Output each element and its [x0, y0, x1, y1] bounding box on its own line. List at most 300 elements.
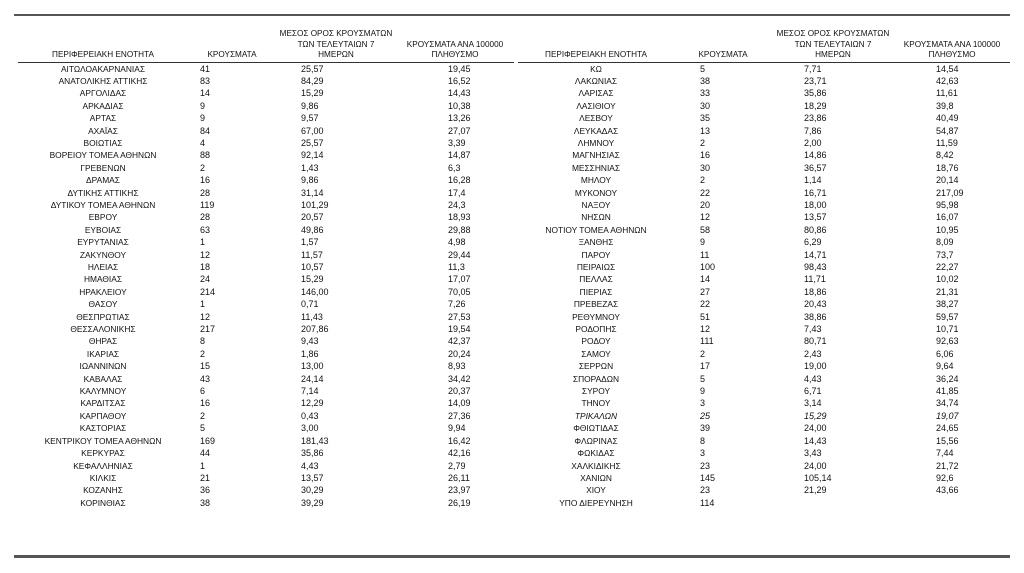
rate-cell: 19,07 [936, 410, 959, 421]
table-row [518, 472, 1010, 484]
region-cell: ΞΑΝΘΗΣ [578, 237, 614, 248]
cases-cell: 114 [700, 497, 715, 508]
region-cell: ΛΗΜΝΟΥ [577, 137, 615, 148]
region-cell: ΚΑΛΥΜΝΟΥ [79, 386, 127, 397]
avg7-cell: 19,00 [804, 361, 827, 372]
rate-cell: 14,54 [936, 63, 959, 74]
avg7-cell: 15,29 [301, 88, 324, 99]
region-cell: ΔΥΤΙΚΗΣ ΑΤΤΙΚΗΣ [67, 187, 139, 198]
rate-cell: 20,37 [448, 386, 471, 397]
table-row [518, 112, 1010, 124]
avg7-cell: 15,29 [804, 410, 827, 421]
cases-cell: 83 [200, 75, 211, 86]
table-row [18, 174, 514, 186]
region-cell: ΛΑΚΩΝΙΑΣ [574, 75, 618, 86]
table-row [18, 298, 514, 310]
rate-cell: 19,45 [448, 63, 471, 74]
cases-cell: 145 [700, 472, 716, 483]
table-row [18, 236, 514, 248]
rate-cell: 9,94 [448, 423, 466, 434]
table-row [518, 224, 1010, 236]
rate-cell: 6,3 [448, 162, 461, 173]
avg7-cell: 2,00 [804, 137, 822, 148]
avg7-cell: 7,86 [804, 125, 822, 136]
table-row [518, 410, 1010, 422]
rate-cell: 34,42 [448, 373, 471, 384]
table-row [518, 447, 1010, 459]
rate-cell: 9,64 [936, 361, 954, 372]
avg7-cell: 14,43 [804, 435, 827, 446]
region-cell: ΖΑΚΥΝΘΟΥ [79, 249, 127, 260]
rate-cell: 8,09 [936, 237, 954, 248]
table-row [518, 211, 1010, 223]
avg7-cell: 2,43 [804, 348, 822, 359]
cases-cell: 1 [200, 460, 206, 471]
rate-cell: 10,95 [936, 224, 959, 235]
rate-cell: 14,43 [448, 88, 471, 99]
rate-cell: 16,52 [448, 75, 471, 86]
rate-cell: 92,63 [936, 336, 959, 347]
cases-cell: 5 [200, 423, 206, 434]
region-cell: ΠΙΕΡΙΑΣ [579, 286, 613, 297]
avg7-cell: 13,00 [301, 361, 324, 372]
rate-cell: 27,53 [448, 311, 471, 322]
table-row [18, 75, 514, 87]
table-row [518, 460, 1010, 472]
table-row [18, 273, 514, 285]
cases-cell: 51 [700, 311, 711, 322]
table-row [518, 174, 1010, 186]
cases-cell: 28 [200, 187, 211, 198]
region-cell: ΑΡΤΑΣ [89, 113, 117, 124]
header-cases: ΚΡΟΥΣΜΑΤΑ [698, 50, 748, 59]
region-cell: ΕΒΡΟΥ [88, 212, 118, 223]
cases-cell: 111 [700, 336, 714, 347]
region-cell: ΗΛΕΙΑΣ [87, 262, 119, 272]
table-row [518, 75, 1010, 87]
cases-cell: 30 [700, 162, 711, 173]
cases-cell: 2 [700, 137, 706, 148]
region-cell: ΚΑΣΤΟΡΙΑΣ [79, 423, 127, 434]
rate-cell: 59,57 [936, 311, 959, 322]
region-cell: ΤΗΝΟΥ [581, 398, 611, 409]
cases-cell: 30 [700, 100, 711, 111]
rate-cell: 29,44 [448, 249, 471, 260]
rate-cell: 20,14 [936, 175, 959, 186]
table-row [18, 497, 514, 509]
table-body-left [18, 62, 514, 509]
region-cell: ΚΟΖΑΝΗΣ [83, 485, 123, 496]
rate-cell: 10,38 [448, 100, 471, 111]
table-row [518, 100, 1010, 112]
rate-cell: 22,27 [936, 262, 959, 272]
cases-cell: 24 [200, 274, 211, 285]
region-cell: ΡΟΔΟΠΗΣ [575, 324, 617, 335]
table-row [18, 112, 514, 124]
region-cell: ΤΡΙΚΑΛΩΝ [574, 410, 618, 421]
rate-cell: 8,93 [448, 361, 466, 372]
avg7-cell: 24,00 [804, 460, 827, 471]
table-row [18, 199, 514, 211]
cases-cell: 14 [200, 88, 211, 99]
table-row [518, 323, 1010, 335]
region-cell: ΦΩΚΙΔΑΣ [577, 448, 615, 459]
avg7-cell: 18,86 [804, 286, 827, 297]
region-cell: ΑΡΚΑΔΙΑΣ [82, 100, 124, 111]
rate-cell [894, 497, 1010, 509]
cases-cell: 63 [200, 224, 211, 235]
avg7-cell: 30,29 [301, 485, 324, 496]
rate-cell: 14,87 [448, 150, 471, 161]
avg7-cell: 20,57 [301, 212, 324, 223]
rate-cell: 21,72 [936, 460, 959, 471]
region-cell: ΒΟΡΕΙΟΥ ΤΟΜΕΑ ΑΘΗΝΩΝ [49, 150, 157, 161]
rate-cell: 38,27 [936, 299, 959, 310]
avg7-cell: 84,29 [301, 75, 324, 86]
table-row [518, 348, 1010, 360]
rate-cell: 18,76 [936, 162, 959, 173]
cases-cell: 16 [200, 398, 211, 409]
cases-cell: 38 [700, 75, 711, 86]
region-cell: ΜΗΛΟΥ [580, 175, 612, 186]
cases-cell: 9 [700, 237, 706, 248]
avg7-cell: 25,57 [301, 63, 324, 74]
table-body-right [518, 62, 1010, 509]
region-cell: ΚΟΡΙΝΘΙΑΣ [80, 497, 126, 508]
region-cell: ΧΙΟΥ [586, 485, 606, 496]
table-row [518, 261, 1010, 273]
avg7-cell: 39,29 [301, 497, 324, 508]
rate-cell: 54,87 [936, 125, 959, 136]
cases-cell: 12 [700, 324, 711, 335]
region-cell: ΘΗΡΑΣ [88, 336, 118, 347]
avg7-cell: 35,86 [804, 88, 827, 99]
region-cell: ΛΕΣΒΟΥ [579, 113, 613, 124]
cases-cell: 38 [200, 497, 211, 508]
avg7-cell: 181,43 [301, 435, 329, 446]
rate-cell: 23,97 [448, 485, 471, 496]
avg7-cell: 0,71 [301, 299, 319, 310]
table-row [18, 472, 514, 484]
rate-cell: 24,3 [448, 199, 466, 210]
rate-cell: 27,36 [448, 410, 471, 421]
region-cell: ΝΟΤΙΟΥ ΤΟΜΕΑ ΑΘΗΝΩΝ [545, 224, 647, 235]
region-cell: ΠΕΛΛΑΣ [579, 274, 613, 285]
rate-cell: 20,24 [448, 348, 471, 359]
rate-cell: 36,24 [936, 373, 959, 384]
cases-cell: 16 [200, 175, 211, 186]
table-row [18, 125, 514, 137]
avg7-cell: 16,71 [804, 187, 827, 198]
rate-cell: 73,7 [936, 249, 954, 260]
rate-cell: 70,05 [448, 286, 471, 297]
rate-cell: 42,16 [448, 448, 471, 459]
table-row [18, 348, 514, 360]
avg7-cell: 3,43 [804, 448, 822, 459]
table-row [518, 236, 1010, 248]
cases-cell: 8 [200, 336, 206, 347]
rate-cell: 11,59 [936, 137, 958, 148]
table-row [18, 162, 514, 174]
cases-cell: 9 [200, 113, 206, 124]
avg7-cell: 21,29 [804, 485, 827, 496]
avg7-cell: 24,00 [804, 423, 827, 434]
avg7-cell: 1,86 [301, 348, 319, 359]
table-row [518, 199, 1010, 211]
table-row [518, 484, 1010, 496]
table-row [18, 385, 514, 397]
cases-cell: 44 [200, 448, 211, 459]
cases-cell: 18 [200, 262, 211, 272]
header-region: ΠΕΡΙΦΕΡΕΙΑΚΗ ΕΝΟΤΗΤΑ [52, 50, 154, 59]
avg7-cell: 4,43 [804, 373, 822, 384]
region-cell: ΡΟΔΟΥ [581, 336, 611, 347]
rate-cell: 21,31 [936, 286, 959, 297]
table-row [18, 187, 514, 199]
cases-cell: 1 [200, 237, 206, 248]
cases-cell: 3 [700, 448, 706, 459]
rate-cell: 14,09 [448, 398, 471, 409]
avg7-cell: 23,86 [804, 113, 827, 124]
region-cell: ΝΑΞΟΥ [581, 199, 611, 210]
table-row [518, 335, 1010, 347]
table-row [518, 497, 1010, 509]
table-row [18, 335, 514, 347]
avg7-cell: 9,86 [301, 175, 319, 186]
avg7-cell: 80,86 [804, 224, 827, 235]
region-cell: ΗΡΑΚΛΕΙΟΥ [79, 286, 127, 297]
table-row [18, 100, 514, 112]
region-cell: ΝΗΣΩΝ [581, 212, 611, 223]
avg7-cell: 12,29 [301, 398, 324, 409]
avg7-cell: 13,57 [804, 212, 827, 223]
table-row [518, 62, 1010, 75]
table-row [518, 187, 1010, 199]
rate-cell: 43,66 [936, 485, 959, 496]
rate-cell: 26,11 [448, 472, 470, 483]
region-cell: ΣΥΡΟΥ [581, 386, 611, 397]
rate-cell: 217,09 [936, 187, 964, 198]
cases-cell: 36 [200, 485, 211, 496]
table-row [518, 385, 1010, 397]
region-cell: ΓΡΕΒΕΝΩΝ [80, 162, 126, 173]
region-cell: ΙΚΑΡΙΑΣ [86, 348, 120, 359]
avg7-cell: 7,14 [301, 386, 319, 397]
bottom-rule [14, 555, 1010, 558]
cases-cell: 3 [700, 398, 706, 409]
rate-cell: 16,07 [936, 212, 959, 223]
avg7-cell: 6,29 [804, 237, 822, 248]
avg7-cell: 9,57 [301, 113, 319, 124]
rate-cell: 11,3 [448, 262, 465, 272]
cases-cell: 39 [700, 423, 711, 434]
cases-cell: 15 [200, 361, 211, 372]
region-cell: ΑΝΑΤΟΛΙΚΗΣ ΑΤΤΙΚΗΣ [58, 75, 148, 86]
avg7-cell: 11,43 [301, 311, 323, 322]
cases-cell: 5 [700, 63, 706, 74]
cases-cell: 2 [200, 162, 206, 173]
rate-cell: 8,42 [936, 150, 954, 161]
avg7-cell: 11,71 [804, 274, 826, 285]
table-row [18, 422, 514, 434]
rate-cell: 13,26 [448, 113, 471, 124]
region-cell: ΣΠΟΡΑΔΩΝ [572, 373, 620, 384]
cases-cell: 2 [200, 410, 206, 421]
avg7-cell: 23,71 [804, 75, 827, 86]
table-row [518, 298, 1010, 310]
region-cell: ΠΕΙΡΑΙΩΣ [576, 262, 616, 272]
avg7-cell: 25,57 [301, 137, 324, 148]
header-region: ΠΕΡΙΦΕΡΕΙΑΚΗ ΕΝΟΤΗΤΑ [545, 50, 647, 59]
avg7-cell: 35,86 [301, 448, 324, 459]
avg7-cell: 7,43 [804, 324, 822, 335]
cases-cell: 33 [700, 88, 711, 99]
table-row [518, 137, 1010, 149]
cases-cell: 23 [700, 460, 711, 471]
region-cell: ΚΕΝΤΡΙΚΟΥ ΤΟΜΕΑ ΑΘΗΝΩΝ [44, 435, 162, 446]
table-row [518, 273, 1010, 285]
rate-cell: 42,63 [936, 75, 959, 86]
table-row [18, 397, 514, 409]
region-cell: ΚΑΒΑΛΑΣ [83, 373, 123, 384]
header-cases: ΚΡΟΥΣΜΑΤΑ [207, 50, 257, 59]
table-row [518, 125, 1010, 137]
avg7-cell: 67,00 [301, 125, 324, 136]
rate-cell: 7,26 [448, 299, 466, 310]
table-row [518, 286, 1010, 298]
region-cell: ΛΑΡΙΣΑΣ [578, 88, 614, 99]
table-row [18, 87, 514, 99]
table-row [518, 311, 1010, 323]
cases-cell: 23 [700, 485, 711, 496]
cases-cell: 22 [700, 187, 711, 198]
avg7-cell: 101,29 [301, 199, 329, 210]
header-row [18, 22, 514, 62]
cases-cell: 217 [200, 324, 216, 335]
cases-cell: 2 [200, 348, 206, 359]
avg7-cell: 15,29 [301, 274, 324, 285]
table-row [18, 286, 514, 298]
region-cell: ΚΕΡΚΥΡΑΣ [81, 448, 125, 459]
region-cell: ΜΥΚΟΝΟΥ [574, 187, 618, 198]
table-row [18, 373, 514, 385]
rate-cell: 42,37 [448, 336, 471, 347]
header-rate: ΚΡΟΥΣΜΑΤΑ ΑΝΑ 100000 ΠΛΗΘΥΣΜΟ [406, 39, 504, 59]
avg7-cell: 207,86 [301, 324, 329, 335]
cases-cell: 58 [700, 224, 711, 235]
region-cell: ΛΑΣΙΘΙΟΥ [576, 100, 616, 111]
cases-cell: 9 [700, 386, 706, 397]
cases-cell: 27 [700, 286, 711, 297]
region-cell: ΡΕΘΥΜΝΟΥ [572, 311, 620, 322]
table-row [518, 360, 1010, 372]
table-row [18, 261, 514, 273]
table-row [518, 149, 1010, 161]
avg7-cell: 105,14 [804, 472, 832, 483]
region-cell: ΘΕΣΠΡΩΤΙΑΣ [76, 311, 130, 322]
table-row [18, 360, 514, 372]
region-cell: ΣΕΡΡΩΝ [578, 361, 614, 372]
cases-cell: 41 [200, 63, 211, 74]
cases-cell: 17 [700, 361, 711, 372]
cases-cell: 214 [200, 286, 216, 297]
region-cell: ΑΧΑΪΑΣ [88, 125, 118, 136]
region-cell: ΣΑΜΟΥ [581, 348, 611, 359]
avg7-cell: 14,71 [804, 249, 827, 260]
rate-cell: 92,6 [936, 472, 954, 483]
cases-cell: 2 [700, 175, 706, 186]
header-rate: ΚΡΟΥΣΜΑΤΑ ΑΝΑ 100000 ΠΛΗΘΥΣΜΟ [903, 39, 1001, 59]
rate-cell: 10,02 [936, 274, 959, 285]
region-cell: ΔΥΤΙΚΟΥ ΤΟΜΕΑ ΑΘΗΝΩΝ [50, 199, 156, 210]
rate-cell: 18,93 [448, 212, 471, 223]
cases-cell: 5 [700, 373, 706, 384]
avg7-cell: 18,00 [804, 199, 827, 210]
cases-cell: 4 [200, 137, 206, 148]
table-row [518, 87, 1010, 99]
table-row [18, 249, 514, 261]
cases-cell: 43 [200, 373, 211, 384]
rate-cell: 24,65 [936, 423, 959, 434]
table-row [518, 435, 1010, 447]
avg7-cell: 4,43 [301, 460, 319, 471]
avg7-cell: 9,86 [301, 100, 319, 111]
region-cell: ΧΑΝΙΩΝ [580, 472, 612, 483]
table-row [18, 149, 514, 161]
rate-cell: 16,28 [448, 175, 471, 186]
cases-cell: 13 [700, 125, 711, 136]
cases-cell: 100 [700, 262, 716, 272]
cases-cell: 8 [700, 435, 706, 446]
region-cell: ΦΛΩΡΙΝΑΣ [574, 435, 618, 446]
avg7-cell: 20,43 [804, 299, 827, 310]
table-row [18, 211, 514, 223]
table-row [18, 410, 514, 422]
region-cell: ΚΕΦΑΛΛΗΝΙΑΣ [73, 460, 133, 471]
rate-cell: 41,85 [936, 386, 959, 397]
cases-cell: 11 [700, 249, 710, 260]
cases-cell: 169 [200, 435, 216, 446]
rate-cell: 3,39 [448, 137, 466, 148]
cases-cell: 1 [200, 299, 206, 310]
avg7-cell: 14,86 [804, 150, 827, 161]
top-rule [14, 14, 1010, 16]
cases-cell: 88 [200, 150, 211, 161]
rate-cell: 16,42 [448, 435, 471, 446]
avg7-cell: 146,00 [301, 286, 329, 297]
region-cell: ΛΕΥΚΑΔΑΣ [573, 125, 619, 136]
avg7-cell: 92,14 [301, 150, 324, 161]
avg7-cell: 11,57 [301, 249, 323, 260]
table-row [18, 447, 514, 459]
table-row [18, 323, 514, 335]
avg7-cell: 1,43 [301, 162, 319, 173]
rate-cell: 17,4 [448, 187, 466, 198]
avg7-cell [772, 497, 894, 509]
rate-cell: 11,61 [936, 88, 958, 99]
rate-cell: 29,88 [448, 224, 471, 235]
header-avg7: ΜΕΣΟΣ ΟΡΟΣ ΚΡΟΥΣΜΑΤΩΝ ΤΩΝ ΤΕΛΕΥΤΑΙΩΝ 7 ΗΜΕΡΩΝ [776, 29, 890, 59]
rate-cell: 4,98 [448, 237, 466, 248]
region-cell: ΠΑΡΟΥ [581, 249, 611, 260]
cases-table-left [18, 22, 514, 509]
rate-cell: 26,19 [448, 497, 471, 508]
rate-cell: 15,56 [936, 435, 959, 446]
avg7-cell: 49,86 [301, 224, 324, 235]
region-cell: ΑΙΤΩΛΟΑΚΑΡΝΑΝΙΑΣ [60, 63, 146, 74]
table-row [18, 460, 514, 472]
rate-cell: 6,06 [936, 348, 954, 359]
